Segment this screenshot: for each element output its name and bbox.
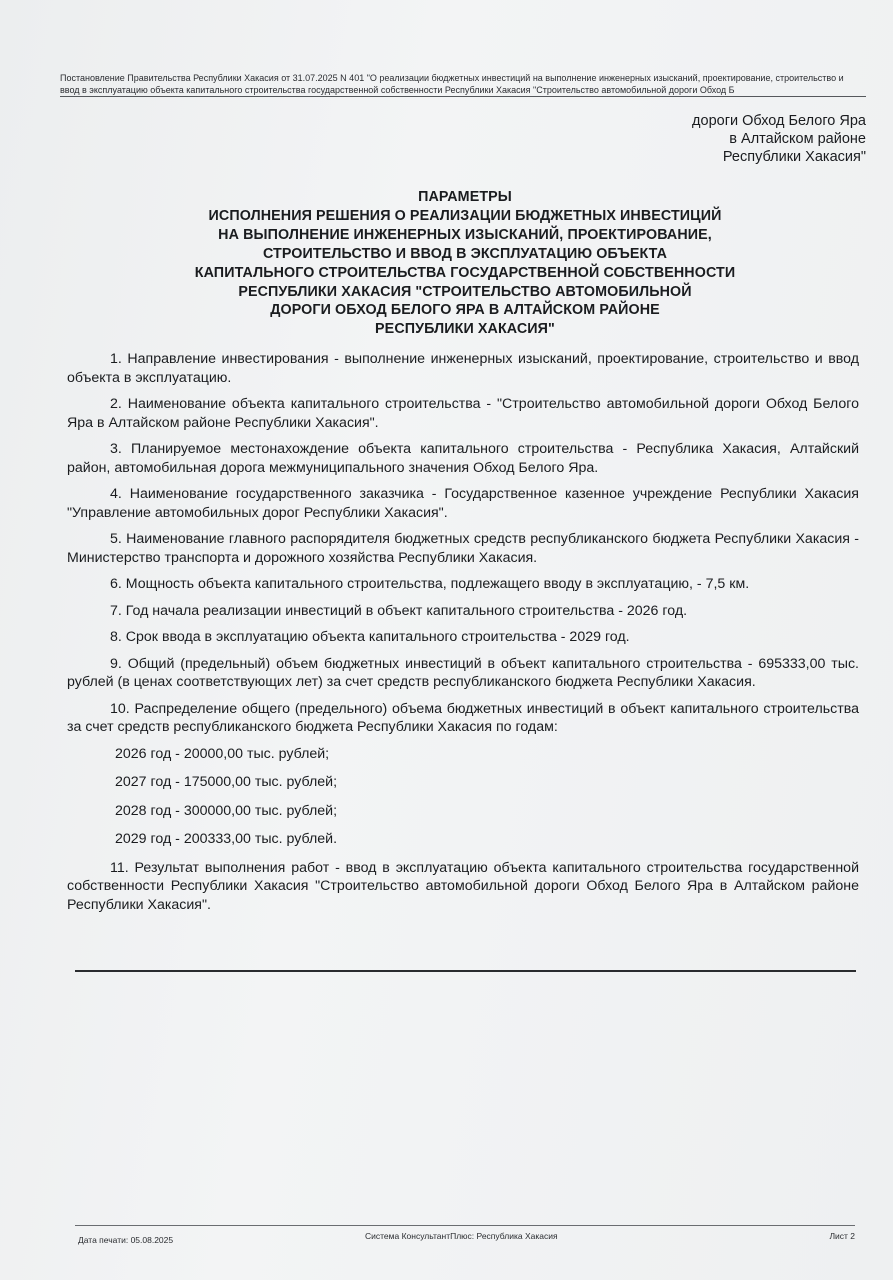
header-note: Постановление Правительства Республики Хакасия от 31.07.2025 N 401 "О реализации бюджетных инвестиций на выполнение инженерных изысканий, проектирование, строительство и ввод в эксплуатацию объекта капитального строительства государственной собственности Республики Хакасия "Строительство автомобильной дороги Обход Б	[60, 73, 844, 95]
title-line: СТРОИТЕЛЬСТВО И ВВОД В ЭКСПЛУАТАЦИЮ ОБЪЕКТА	[262, 245, 668, 262]
sheet-number: Лист 2	[829, 1231, 855, 1241]
addressee-line: в Алтайском районе	[729, 131, 866, 147]
footer-divider	[75, 1225, 855, 1226]
paragraph-7: 7. Год начала реализации инвестиций в объект капитального строительства - 2026 год.	[110, 602, 688, 619]
addressee-line: дороги Обход Белого Яра	[692, 113, 866, 129]
header-divider	[60, 96, 866, 97]
paragraph-8: 8. Срок ввода в эксплуатацию объекта капитального строительства - 2029 год.	[110, 629, 630, 645]
end-of-document-rule	[75, 970, 856, 972]
print-date: Дата печати: 05.08.2025	[78, 1235, 174, 1245]
document-body	[67, 350, 859, 922]
year-2028-allocation: 2028 год - 300000,00 тыс. рублей;	[115, 802, 338, 819]
title-line: РЕСПУБЛИКИ ХАКАСИЯ "СТРОИТЕЛЬСТВО АВТОМОБИЛЬНОЙ	[238, 283, 692, 300]
paragraph-6: 6. Мощность объекта капитального строительства, подлежащего вводу в эксплуатацию, - 7,5 км.	[110, 576, 750, 592]
paragraph-1: 1. Направление инвестирования - выполнение инженерных изысканий, проектирование, строительство и ввод объекта в эксплуатацию.	[67, 351, 859, 386]
paragraph-11: 11. Результат выполнения работ - ввод в эксплуатацию объекта капитального строительства государственной собственности Республики Хакасия "Строительство автомобильной дороги Обход Белого Яра в Алтайском районе Республики Хакасия".	[67, 859, 859, 913]
addressee-block	[546, 112, 866, 166]
title-line: ИСПОЛНЕНИЯ РЕШЕНИЯ О РЕАЛИЗАЦИИ БЮДЖЕТНЫХ ИНВЕСТИЦИЙ	[208, 207, 722, 224]
addressee-line: Республики Хакасия"	[722, 149, 866, 165]
title-line: ДОРОГИ ОБХОД БЕЛОГО ЯРА В АЛТАЙСКОМ РАЙОНЕ	[270, 302, 660, 319]
year-2026-allocation: 2026 год - 20000,00 тыс. рублей;	[115, 745, 330, 762]
paragraph-2: 2. Наименование объекта капитального строительства - "Строительство автомобильной дороги Обход Белого Яра в Алтайском районе Республики Хакасия".	[67, 396, 859, 431]
paragraph-5: 5. Наименование главного распорядителя бюджетных средств республиканского бюджета Республики Хакасия - Министерство транспорта и дорожного хозяйства Республики Хакасия.	[67, 531, 859, 566]
paragraph-10: 10. Распределение общего (предельного) объема бюджетных инвестиций в объект капитального строительства за счет средств республиканского бюджета Республики Хакасия по годам:	[67, 700, 859, 735]
document-title	[120, 188, 810, 339]
title-line: РЕСПУБЛИКИ ХАКАСИЯ"	[375, 321, 555, 338]
paragraph-3: 3. Планируемое местонахождение объекта капитального строительства - Республика Хакасия, Алтайский район, автомобильная дорога межмуниципального значения Обход Белого Яра.	[67, 441, 859, 476]
paragraph-4: 4. Наименование государственного заказчика - Государственное казенное учреждение Республики Хакасия "Управление автомобильных дорог Республики Хакасия".	[67, 486, 859, 521]
title-line: НА ВЫПОЛНЕНИЕ ИНЖЕНЕРНЫХ ИЗЫСКАНИЙ, ПРОЕКТИРОВАНИЕ,	[218, 226, 712, 243]
system-name: Система КонсультантПлюс: Республика Хакасия	[365, 1231, 558, 1241]
title-line: ПАРАМЕТРЫ	[418, 189, 512, 205]
year-2027-allocation: 2027 год - 175000,00 тыс. рублей;	[115, 774, 338, 790]
paragraph-9: 9. Общий (предельный) объем бюджетных инвестиций в объект капитального строительства - 695333,00 тыс. рублей (в ценах соответствующих лет) за счет средств республиканского бюджета Республики Хакасия.	[67, 655, 859, 690]
title-line: КАПИТАЛЬНОГО СТРОИТЕЛЬСТВА ГОСУДАРСТВЕННОЙ СОБСТВЕННОСТИ	[194, 264, 736, 281]
year-2029-allocation: 2029 год - 200333,00 тыс. рублей.	[115, 831, 338, 847]
